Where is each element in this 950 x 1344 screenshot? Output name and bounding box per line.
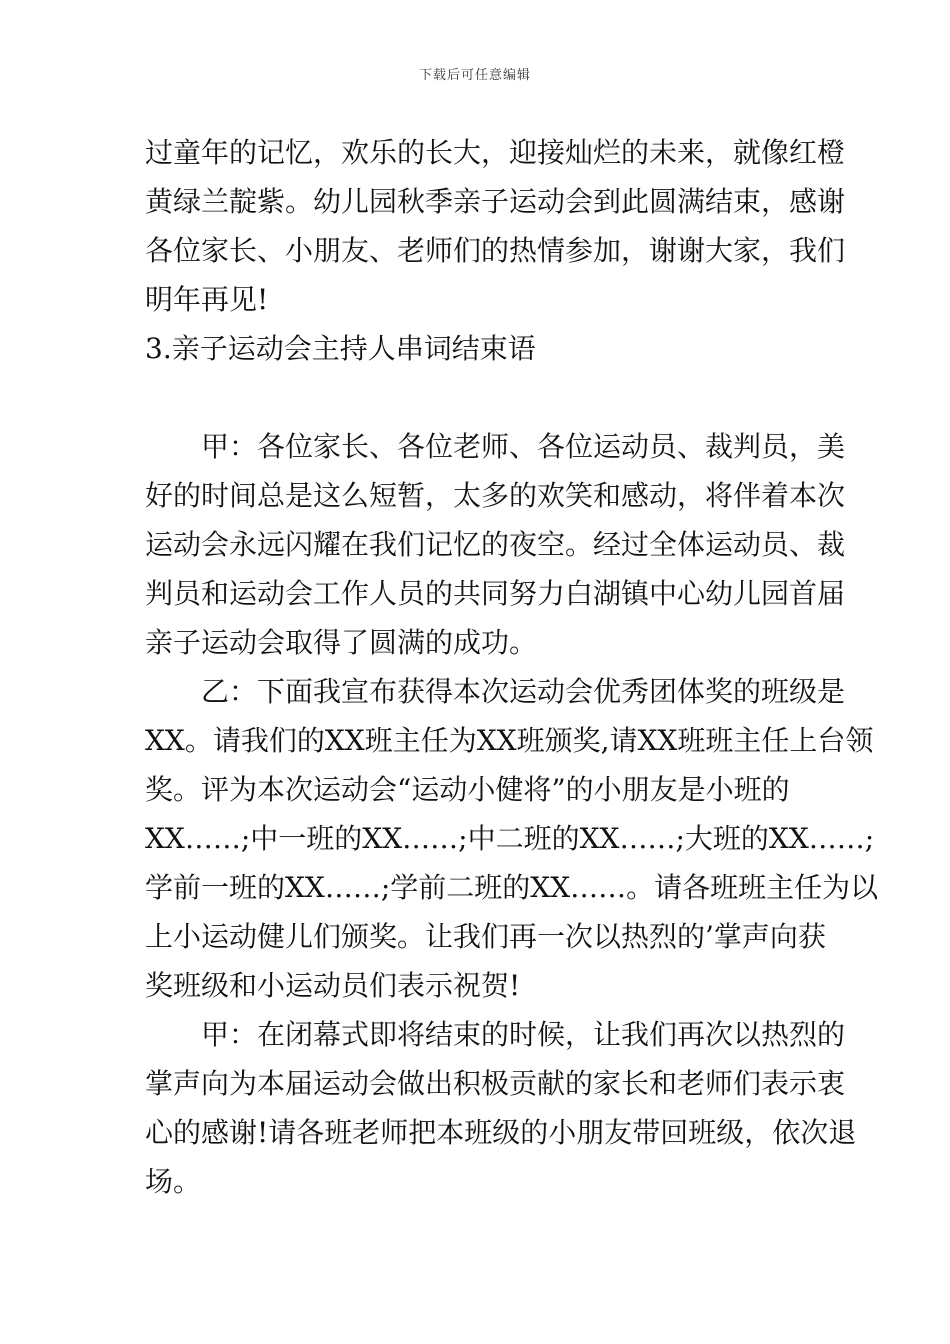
paragraph-yi — [145, 667, 879, 1010]
text-line: 甲：各位家长、各位老师、各位运动员、裁判员，美 — [201, 430, 846, 463]
section-title: 3.亲子运动会主持人串词结束语 — [145, 332, 536, 365]
text-line: 奖班级和小运动员们表示祝贺! — [145, 969, 521, 1002]
text-line: XX……;中一班的XX……;中二班的XX……;大班的XX……; — [145, 822, 875, 855]
text-line: 过童年的记忆，欢乐的长大，迎接灿烂的未来，就像红橙 — [145, 136, 846, 169]
text-line: 场。 — [145, 1165, 202, 1198]
text-line: 各位家长、小朋友、老师们的热情参加，谢谢大家，我们 — [145, 234, 846, 267]
text-line: 学前一班的XX……;学前二班的XX……。请各班班主任为以 — [145, 871, 879, 904]
text-line: 好的时间总是这么短暂，太多的欢笑和感动，将伴着本次 — [145, 479, 846, 512]
section-heading — [145, 324, 810, 373]
paragraph-jia-2 — [145, 1010, 857, 1206]
text-line: XX。请我们的XX班主任为XX班颁奖,请XX班班主任上台领 — [145, 724, 874, 757]
text-line: 黄绿兰靛紫。幼儿园秋季亲子运动会到此圆满结束，感谢 — [145, 185, 846, 218]
text-line: 明年再见! — [145, 283, 269, 316]
text-line: 亲子运动会取得了圆满的成功。 — [145, 626, 538, 659]
blank-line — [145, 373, 810, 422]
text-line: 乙：下面我宣布获得本次运动会优秀团体奖的班级是 — [201, 675, 846, 708]
text-line: 甲：在闭幕式即将结束的时候，让我们再次以热烈的 — [201, 1018, 846, 1051]
paragraph-closing-remarks — [145, 128, 846, 324]
text-line: 上小运动健儿们颁奖。让我们再一次以热烈的’掌声向获 — [145, 920, 826, 953]
page-header: 下载后可任意编辑 — [418, 68, 531, 83]
text-line: 心的感谢!请各班老师把本班级的小朋友带回班级，依次退 — [145, 1116, 857, 1149]
text-line: 运动会永远闪耀在我们记忆的夜空。经过全体运动员、裁 — [145, 528, 846, 561]
document-body — [145, 128, 879, 1206]
text-line: 判员和运动会工作人员的共同努力白湖镇中心幼儿园首届 — [145, 577, 846, 610]
text-line: 奖。评为本次运动会“运动小健将”的小朋友是小班的 — [145, 773, 790, 806]
paragraph-jia-1 — [145, 422, 846, 667]
text-line: 掌声向为本届运动会做出积极贡献的家长和老师们表示衷 — [145, 1067, 846, 1100]
